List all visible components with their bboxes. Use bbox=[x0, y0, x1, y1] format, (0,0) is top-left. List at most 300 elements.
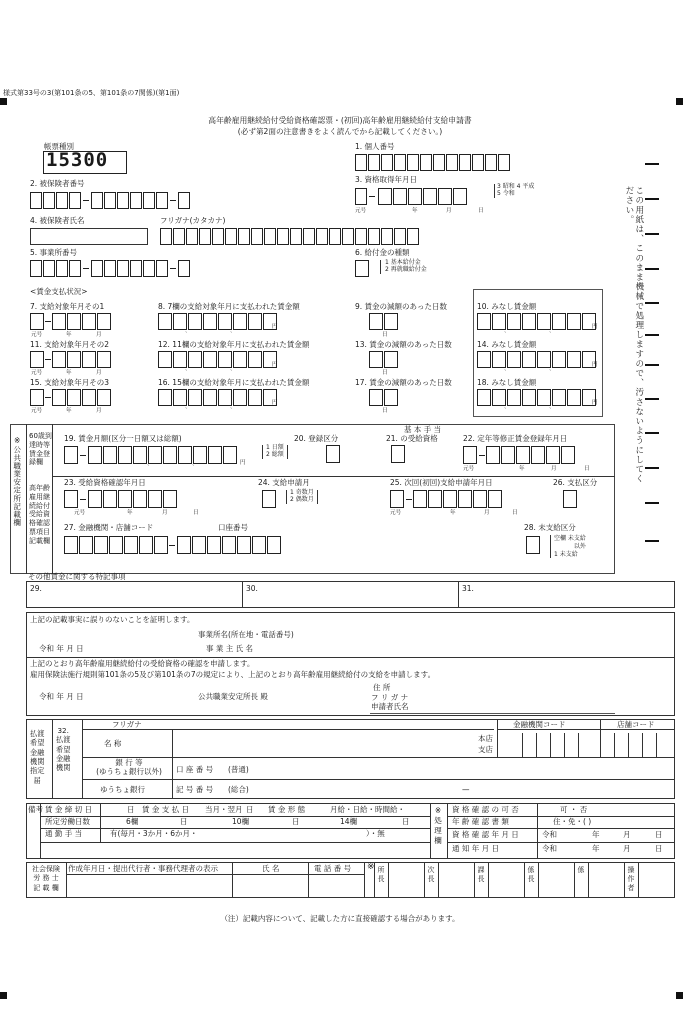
grid-line bbox=[308, 862, 309, 898]
amount-box[interactable] bbox=[552, 389, 566, 406]
yucho-label: ゆうちょ銀行 bbox=[100, 785, 145, 794]
date-box[interactable] bbox=[148, 490, 162, 508]
stamp-label: 課 長 bbox=[477, 866, 485, 883]
separator-dash bbox=[169, 545, 175, 546]
gengo-unit: 元号 bbox=[31, 332, 43, 338]
date-box[interactable] bbox=[88, 490, 102, 508]
separator-dash bbox=[170, 200, 176, 201]
shiten-label: 支店 bbox=[478, 745, 493, 754]
amount-box[interactable] bbox=[148, 446, 162, 464]
grid-line bbox=[172, 729, 173, 799]
chohyo-value: 15300 bbox=[46, 149, 109, 171]
check-c2: 住・免・( ) bbox=[553, 817, 592, 826]
date-box[interactable] bbox=[133, 490, 147, 508]
digit-box[interactable] bbox=[264, 228, 276, 245]
digit-box[interactable] bbox=[463, 446, 477, 464]
insured-name-input[interactable] bbox=[30, 228, 148, 245]
yen-unit: 円 bbox=[272, 362, 278, 368]
month-unit: 月 bbox=[96, 332, 102, 338]
grid-line bbox=[447, 828, 675, 829]
digit-box[interactable] bbox=[56, 192, 68, 209]
amount-box[interactable] bbox=[203, 351, 217, 368]
day-unit: 日 bbox=[584, 466, 590, 472]
separator-dash bbox=[83, 268, 89, 269]
amount-box[interactable] bbox=[223, 446, 237, 464]
day-unit: 日 bbox=[478, 208, 484, 214]
date-box[interactable] bbox=[97, 389, 111, 406]
date-box[interactable] bbox=[561, 446, 575, 464]
digit-box[interactable] bbox=[156, 192, 168, 209]
digit-box[interactable] bbox=[407, 154, 419, 171]
label-f13: 13. 賃金の減額のあった日数 bbox=[355, 340, 452, 349]
digit-box[interactable] bbox=[355, 228, 367, 245]
date-box[interactable] bbox=[413, 490, 427, 508]
futsu-label: (普通) bbox=[228, 765, 249, 774]
digit-box[interactable] bbox=[130, 260, 142, 277]
grid-line bbox=[82, 779, 675, 780]
digit-box[interactable] bbox=[303, 228, 315, 245]
yen-unit: 円 bbox=[240, 460, 246, 466]
digit-box[interactable] bbox=[178, 192, 190, 209]
digit-box[interactable] bbox=[178, 260, 190, 277]
digit-box[interactable] bbox=[109, 536, 123, 554]
amount-box[interactable] bbox=[88, 446, 102, 464]
amount-box[interactable] bbox=[163, 446, 177, 464]
date-box[interactable] bbox=[97, 351, 111, 368]
check-c3: 資 格 確 認 年 月 日 bbox=[452, 830, 519, 839]
digit-box[interactable] bbox=[355, 188, 367, 205]
digit-box[interactable] bbox=[117, 260, 129, 277]
digit-box[interactable] bbox=[407, 228, 419, 245]
comma-tick: ˎ bbox=[185, 403, 188, 409]
grid-line bbox=[232, 862, 233, 898]
digit-box[interactable] bbox=[177, 536, 191, 554]
digit-box[interactable] bbox=[104, 260, 116, 277]
date-box[interactable] bbox=[118, 490, 132, 508]
grid-line bbox=[364, 862, 365, 898]
amount-box[interactable] bbox=[203, 389, 217, 406]
digit-box[interactable] bbox=[117, 192, 129, 209]
separator-dash bbox=[83, 200, 89, 201]
digit-box[interactable] bbox=[69, 192, 81, 209]
digit-box[interactable] bbox=[453, 188, 467, 205]
amount-box[interactable] bbox=[567, 389, 581, 406]
grid-line bbox=[628, 733, 629, 757]
remarks-r1: 日 bbox=[127, 805, 135, 814]
application-month-input[interactable] bbox=[262, 490, 276, 508]
wage-type-options: 1 日額 2 総額 bbox=[262, 445, 288, 459]
remarks-r3: ）・無 bbox=[366, 829, 385, 838]
digit-box[interactable] bbox=[355, 154, 367, 171]
sogo-label: (総合) bbox=[228, 785, 249, 794]
amount-box[interactable] bbox=[477, 313, 491, 330]
label-f16: 16. 15欄の支給対象年月に支払われた賃金額 bbox=[158, 378, 310, 387]
grid-line bbox=[66, 874, 364, 875]
digit-box[interactable] bbox=[154, 536, 168, 554]
basic-allowance-input[interactable] bbox=[391, 445, 405, 463]
section-divider bbox=[52, 476, 615, 477]
digit-box[interactable] bbox=[446, 154, 458, 171]
digit-box[interactable] bbox=[394, 154, 406, 171]
digit-box[interactable] bbox=[251, 228, 263, 245]
digit-box[interactable] bbox=[30, 260, 42, 277]
label-f26: 26. 支払区分 bbox=[553, 478, 598, 487]
special-notes-box bbox=[26, 581, 675, 608]
yen-unit: 円 bbox=[272, 324, 278, 330]
digit-box[interactable] bbox=[156, 260, 168, 277]
separator-dash bbox=[406, 499, 412, 500]
wage-status-header: <賃金支払状況> bbox=[30, 287, 88, 296]
amount-box[interactable] bbox=[248, 389, 262, 406]
separator-dash bbox=[80, 455, 86, 456]
label-f21-top: 基 本 手 当 bbox=[404, 425, 442, 434]
comma-tick: ˎ bbox=[185, 327, 188, 333]
amount-box[interactable] bbox=[118, 446, 132, 464]
form-subtitle: (必ず第2面の注意書きをよく読んでから記載してください。) bbox=[237, 127, 443, 136]
date-box[interactable] bbox=[67, 351, 81, 368]
special-30: 30. bbox=[246, 584, 258, 593]
amount-box[interactable] bbox=[233, 313, 247, 330]
digit-box[interactable] bbox=[30, 351, 44, 368]
digit-box[interactable] bbox=[143, 192, 155, 209]
digit-box[interactable] bbox=[472, 154, 484, 171]
date-box[interactable] bbox=[103, 490, 117, 508]
benefit-type-input[interactable] bbox=[355, 260, 369, 277]
date-box[interactable] bbox=[488, 490, 502, 508]
grid-line bbox=[52, 719, 53, 799]
unpaid-type-input[interactable] bbox=[526, 536, 540, 554]
label-f18: 18. みなし賃金額 bbox=[477, 378, 537, 387]
digit-box[interactable] bbox=[30, 192, 42, 209]
comma-tick: ˎ bbox=[504, 403, 507, 409]
year-unit: 年 bbox=[412, 208, 418, 214]
digit-box[interactable] bbox=[277, 228, 289, 245]
day-unit: 日 bbox=[382, 408, 388, 414]
digit-box[interactable] bbox=[222, 536, 236, 554]
month-unit: 月 bbox=[162, 510, 168, 516]
label-f14: 14. みなし賃金額 bbox=[477, 340, 537, 349]
remarks-r2: 日 bbox=[292, 817, 300, 826]
cert-apply2: 雇用保険法施行規則第101条の5及び第101条の7の規定により、上記のとおり高年齢雇用継続給付の支給を申請します。 bbox=[30, 670, 436, 679]
digit-box[interactable] bbox=[433, 154, 445, 171]
form-ref: 様式第33号の3(第101条の5、第101条の7関係)(第1面) bbox=[3, 89, 180, 97]
label-f4: 4. 被保険者氏名 bbox=[30, 216, 85, 225]
digit-box[interactable] bbox=[381, 154, 393, 171]
date-box[interactable] bbox=[82, 351, 96, 368]
label-f2: 2. 被保険者番号 bbox=[30, 179, 85, 188]
timing-mark bbox=[645, 502, 659, 504]
remarks-r3: 有(毎月・3か月・6か月・ bbox=[110, 829, 198, 838]
digit-box[interactable] bbox=[130, 192, 142, 209]
kigo-label: 記 号 番 号 bbox=[176, 785, 214, 794]
comma-tick: ˎ bbox=[147, 460, 150, 466]
date-box[interactable] bbox=[52, 351, 66, 368]
check-c4: 月 bbox=[623, 844, 631, 853]
check-c3: 月 bbox=[623, 830, 631, 839]
digit-box[interactable] bbox=[104, 192, 116, 209]
date-box[interactable] bbox=[163, 490, 177, 508]
amount-box[interactable] bbox=[203, 313, 217, 330]
check-c1: 資 格 確 認 の 可 否 bbox=[452, 805, 519, 814]
amount-box[interactable] bbox=[248, 351, 262, 368]
label-f19: 19. 賃金月額(区分一日額又は総額) bbox=[64, 434, 182, 443]
application-month-options: 1 奇数月 2 偶数月 bbox=[286, 490, 318, 504]
amount-box[interactable] bbox=[552, 313, 566, 330]
digit-box[interactable] bbox=[390, 490, 404, 508]
amount-box[interactable] bbox=[567, 313, 581, 330]
digit-box[interactable] bbox=[252, 536, 266, 554]
gengo-unit: 元号 bbox=[74, 510, 86, 516]
amount-box[interactable] bbox=[552, 351, 566, 368]
digit-box[interactable] bbox=[459, 154, 471, 171]
grid-line bbox=[82, 757, 675, 758]
special-29: 29. bbox=[30, 584, 42, 593]
digit-box[interactable] bbox=[192, 536, 206, 554]
digit-box[interactable] bbox=[64, 446, 78, 464]
timing-mark bbox=[645, 163, 659, 165]
digit-box[interactable] bbox=[160, 228, 172, 245]
days-box[interactable] bbox=[384, 351, 398, 368]
digit-box[interactable] bbox=[225, 228, 237, 245]
yen-unit: 円 bbox=[592, 324, 598, 330]
check-c3: 年 bbox=[592, 830, 600, 839]
registration-mark bbox=[0, 98, 7, 105]
remarks-r1: 賃 金 支 払 日 bbox=[142, 805, 190, 814]
stamp-label: 係 長 bbox=[527, 866, 535, 883]
label-f21: 21. の受給資格 bbox=[386, 434, 438, 443]
date-box[interactable] bbox=[443, 490, 457, 508]
amount-box[interactable] bbox=[522, 351, 536, 368]
digit-box[interactable] bbox=[124, 536, 138, 554]
grid-line bbox=[66, 862, 67, 898]
comma-tick: ˎ bbox=[549, 403, 552, 409]
year-unit: 年 bbox=[519, 466, 525, 472]
date-box[interactable] bbox=[82, 389, 96, 406]
stamp-label: 次 長 bbox=[427, 866, 435, 883]
gengo-unit: 元号 bbox=[355, 208, 367, 214]
registration-mark bbox=[676, 992, 683, 999]
grid-line bbox=[82, 719, 83, 799]
digit-box[interactable] bbox=[43, 260, 55, 277]
date-box[interactable] bbox=[546, 446, 560, 464]
comma-tick: ˎ bbox=[230, 365, 233, 371]
amount-box[interactable] bbox=[133, 446, 147, 464]
label-f8: 8. 7欄の支給対象年月に支払われた賃金額 bbox=[158, 302, 300, 311]
date-box[interactable] bbox=[97, 313, 111, 330]
digit-box[interactable] bbox=[56, 260, 68, 277]
grid-line bbox=[578, 733, 579, 757]
digit-box[interactable] bbox=[498, 154, 510, 171]
amount-box[interactable] bbox=[188, 313, 202, 330]
grid-line bbox=[588, 862, 589, 898]
date-box[interactable] bbox=[473, 490, 487, 508]
digit-box[interactable] bbox=[423, 188, 437, 205]
day-unit: 日 bbox=[193, 510, 199, 516]
digit-box[interactable] bbox=[381, 228, 393, 245]
amount-box[interactable] bbox=[477, 389, 491, 406]
digit-box[interactable] bbox=[207, 536, 221, 554]
grid-line bbox=[40, 842, 430, 843]
amount-box[interactable] bbox=[248, 313, 262, 330]
digit-box[interactable] bbox=[43, 192, 55, 209]
grid-line bbox=[447, 803, 448, 859]
applicant-line bbox=[370, 713, 615, 714]
timing-mark bbox=[645, 467, 659, 469]
amount-box[interactable] bbox=[507, 351, 521, 368]
amount-box[interactable] bbox=[233, 351, 247, 368]
digit-box[interactable] bbox=[30, 313, 44, 330]
digit-box[interactable] bbox=[438, 188, 452, 205]
date-box[interactable] bbox=[67, 313, 81, 330]
amount-box[interactable] bbox=[178, 446, 192, 464]
footnote: （注）記載内容について、記載した方に直接確認する場合があります。 bbox=[220, 914, 460, 923]
digit-box[interactable] bbox=[290, 228, 302, 245]
amount-box[interactable] bbox=[188, 389, 202, 406]
digit-box[interactable] bbox=[79, 536, 93, 554]
amount-box[interactable] bbox=[158, 351, 172, 368]
date-box[interactable] bbox=[486, 446, 500, 464]
digit-box[interactable] bbox=[316, 228, 328, 245]
digit-box[interactable] bbox=[378, 188, 392, 205]
amount-box[interactable] bbox=[188, 351, 202, 368]
days-box[interactable] bbox=[384, 389, 398, 406]
account-label: 口 座 番 号 bbox=[176, 765, 214, 774]
digit-box[interactable] bbox=[408, 188, 422, 205]
amount-box[interactable] bbox=[208, 446, 222, 464]
form-title: 高年齢雇用継続給付受給資格確認票・(初回)高年齢雇用継続給付支給申請書 bbox=[208, 116, 472, 125]
cert-to: 公共職業安定所長 殿 bbox=[198, 692, 268, 701]
digit-box[interactable] bbox=[199, 228, 211, 245]
date-box[interactable] bbox=[428, 490, 442, 508]
label-f24: 24. 支給申請月 bbox=[258, 478, 310, 487]
label-f11: 11. 支給対象年月その2 bbox=[30, 340, 110, 349]
grid-line bbox=[600, 719, 601, 757]
unpaid-type-options: 空欄 未支給 以外 1 未支給 bbox=[550, 535, 586, 558]
wage-registration-label: 60歳到 達時等 賃金登 録欄 bbox=[29, 432, 52, 467]
check-c1: 可 ・ 否 bbox=[560, 805, 588, 814]
digit-box[interactable] bbox=[267, 536, 281, 554]
date-box[interactable] bbox=[82, 313, 96, 330]
grid-line bbox=[656, 733, 657, 757]
branch-code-label: 店舗コード bbox=[617, 720, 655, 729]
amount-box[interactable] bbox=[193, 446, 207, 464]
digit-box[interactable] bbox=[186, 228, 198, 245]
grid-line bbox=[564, 733, 565, 757]
digit-box[interactable] bbox=[212, 228, 224, 245]
digit-box[interactable] bbox=[485, 154, 497, 171]
date-box[interactable] bbox=[531, 446, 545, 464]
year-unit: 年 bbox=[450, 510, 456, 516]
bank-name-label: 名 称 bbox=[104, 739, 122, 748]
benefit-type-options: 1 基本給付金 2 再就職給付金 bbox=[380, 260, 427, 274]
amount-box[interactable] bbox=[233, 389, 247, 406]
section-divider bbox=[52, 424, 53, 574]
date-box[interactable] bbox=[458, 490, 472, 508]
year-unit: 年 bbox=[66, 408, 72, 414]
timing-mark bbox=[645, 198, 659, 200]
days-box[interactable] bbox=[369, 351, 383, 368]
digit-box[interactable] bbox=[342, 228, 354, 245]
digit-box[interactable] bbox=[420, 154, 432, 171]
digit-box[interactable] bbox=[139, 536, 153, 554]
date-box[interactable] bbox=[501, 446, 515, 464]
amount-box[interactable] bbox=[103, 446, 117, 464]
label-furigana-kata: フリガナ(カタカナ) bbox=[160, 216, 226, 225]
grid-line bbox=[388, 862, 389, 898]
amount-box[interactable] bbox=[567, 351, 581, 368]
label-f3: 3. 資格取得年月日 bbox=[355, 175, 418, 184]
amount-box[interactable] bbox=[507, 313, 521, 330]
date-box[interactable] bbox=[516, 446, 530, 464]
label-account: 口座番号 bbox=[218, 523, 248, 532]
yen-unit: 円 bbox=[592, 400, 598, 406]
digit-box[interactable] bbox=[64, 536, 78, 554]
date-box[interactable] bbox=[52, 313, 66, 330]
chohyo-label: 帳票種別 bbox=[44, 142, 74, 151]
separator-dash bbox=[479, 455, 485, 456]
days-box[interactable] bbox=[369, 389, 383, 406]
digit-box[interactable] bbox=[237, 536, 251, 554]
cert-owner: 事 業 主 氏 名 bbox=[206, 644, 254, 653]
amount-box[interactable] bbox=[158, 389, 172, 406]
date-box[interactable] bbox=[52, 389, 66, 406]
label-f28: 28. 未支給区分 bbox=[524, 523, 576, 532]
digit-box[interactable] bbox=[64, 490, 78, 508]
grid-line bbox=[100, 803, 101, 842]
digit-box[interactable] bbox=[91, 192, 103, 209]
process-label: ※ 処 理 欄 bbox=[434, 806, 442, 846]
digit-box[interactable] bbox=[69, 260, 81, 277]
digit-box[interactable] bbox=[94, 536, 108, 554]
amount-box[interactable] bbox=[477, 351, 491, 368]
digit-box[interactable] bbox=[368, 228, 380, 245]
bank-furigana: フリガナ bbox=[112, 720, 142, 729]
day-unit: 日 bbox=[382, 370, 388, 376]
grid-line bbox=[438, 862, 439, 898]
amount-box[interactable] bbox=[522, 313, 536, 330]
cert-applicant: 申請者氏名 bbox=[371, 702, 409, 711]
registration-type-input[interactable] bbox=[326, 445, 340, 463]
amount-box[interactable] bbox=[158, 313, 172, 330]
digit-box[interactable] bbox=[394, 228, 406, 245]
check-c4: 令和 bbox=[542, 844, 557, 853]
digit-box[interactable] bbox=[238, 228, 250, 245]
comma-tick: ˎ bbox=[504, 327, 507, 333]
special-notes-title: その他賃金に関する特記事項 bbox=[28, 572, 126, 581]
digit-box[interactable] bbox=[368, 154, 380, 171]
digit-box[interactable] bbox=[173, 228, 185, 245]
digit-box[interactable] bbox=[393, 188, 407, 205]
amount-box[interactable] bbox=[507, 389, 521, 406]
digit-box[interactable] bbox=[30, 389, 44, 406]
payment-type-input[interactable] bbox=[563, 490, 577, 508]
comma-tick: ˎ bbox=[504, 365, 507, 371]
digit-box[interactable] bbox=[91, 260, 103, 277]
month-unit: 月 bbox=[551, 466, 557, 472]
amount-box[interactable] bbox=[522, 389, 536, 406]
separator-dash bbox=[45, 397, 51, 398]
timing-mark bbox=[645, 432, 659, 434]
digit-box[interactable] bbox=[143, 260, 155, 277]
digit-box[interactable] bbox=[329, 228, 341, 245]
day-unit: 日 bbox=[512, 510, 518, 516]
remarks-r2: 所定労働日数 bbox=[45, 817, 90, 826]
days-box[interactable] bbox=[384, 313, 398, 330]
gengo-unit: 元号 bbox=[31, 370, 43, 376]
date-box[interactable] bbox=[67, 389, 81, 406]
days-box[interactable] bbox=[369, 313, 383, 330]
remarks-r2: 日 bbox=[180, 817, 188, 826]
